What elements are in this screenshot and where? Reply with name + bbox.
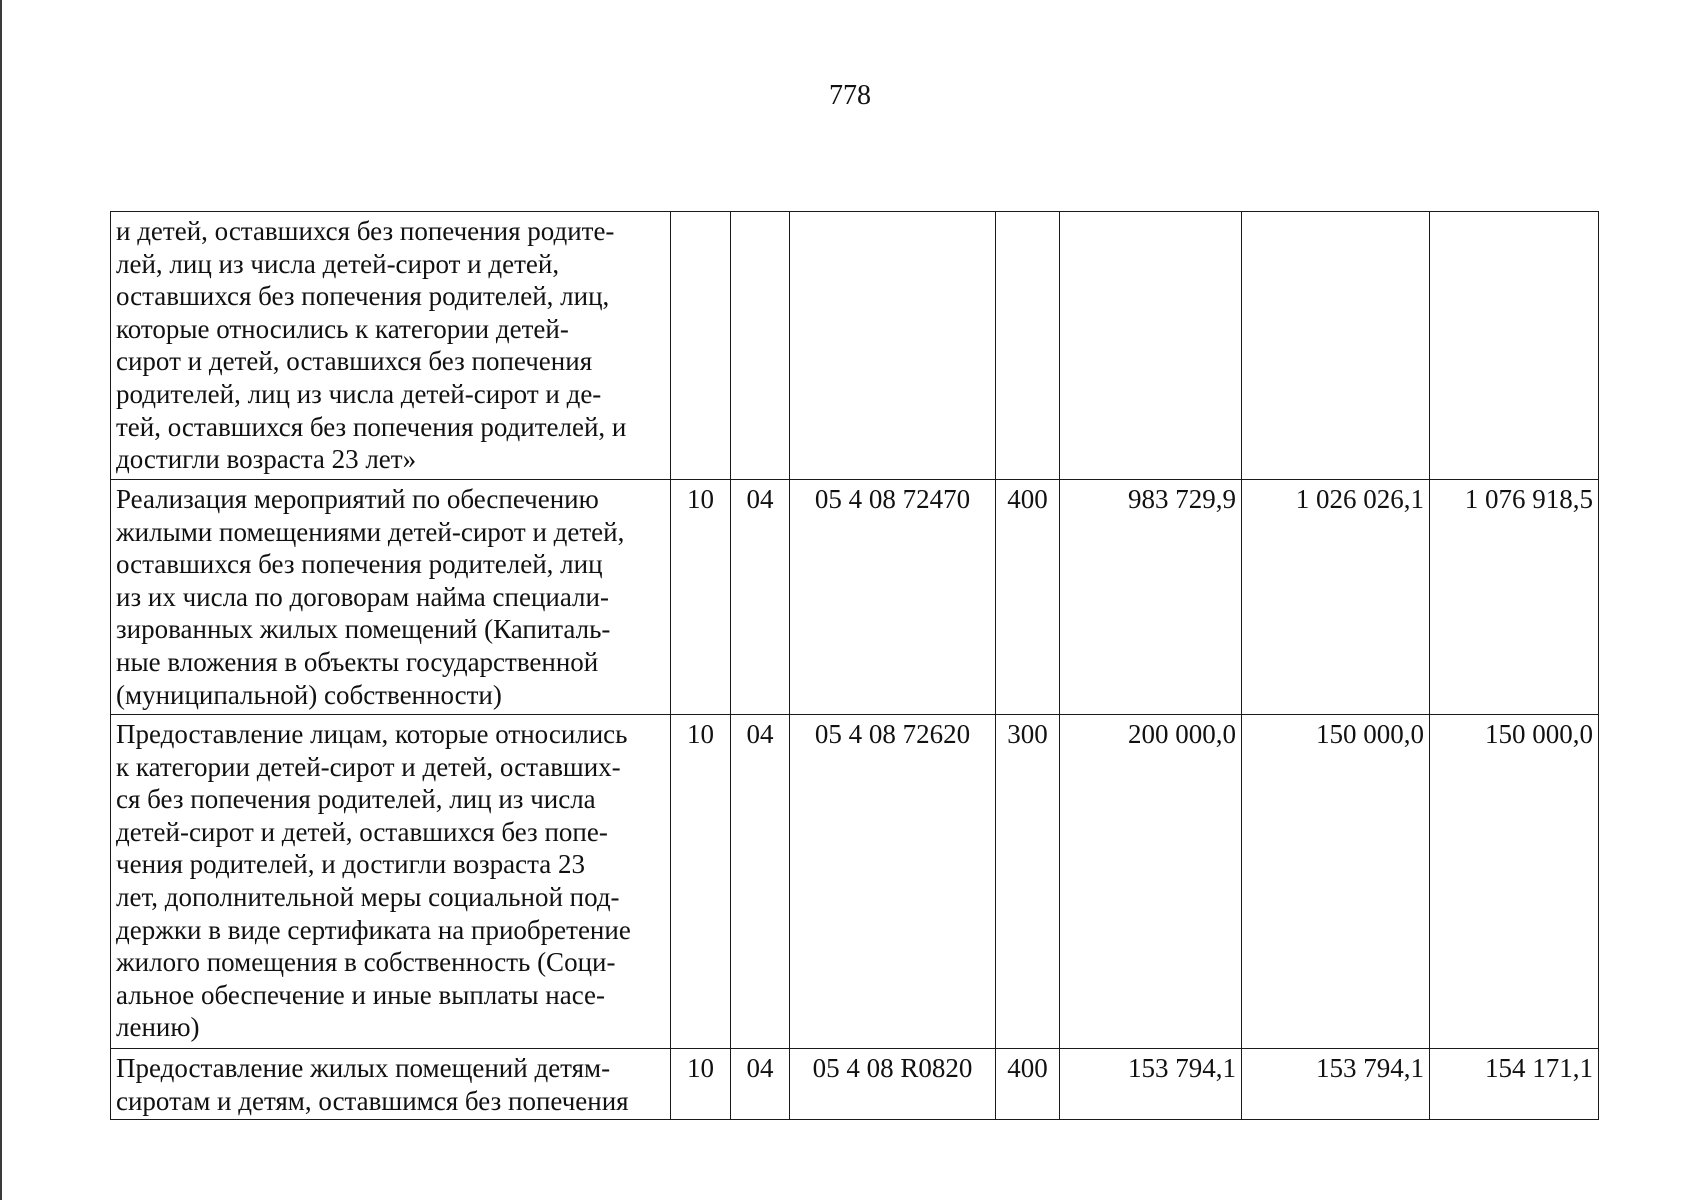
amount-year-3 — [1430, 212, 1599, 480]
table-row — [111, 715, 1599, 1049]
budget-table — [110, 211, 1599, 1120]
page-number: 778 — [829, 80, 871, 111]
description-line: оставшихся без попечения родителей, лиц — [116, 549, 603, 580]
subsection-code: 04 — [731, 715, 790, 1049]
table-row — [111, 1049, 1599, 1120]
section-code: 10 — [671, 1049, 731, 1120]
row-description — [111, 715, 671, 1049]
expense-type-code: 300 — [996, 715, 1060, 1049]
scan-edge — [0, 0, 2, 1200]
description-line: лет, дополнительной меры социальной под- — [116, 881, 620, 912]
description-line: Предоставление лицам, которые относились — [116, 719, 628, 749]
description-line: лей, лиц из числа детей-сирот и детей, — [116, 248, 560, 279]
description-line: держки в виде сертификата на приобретение — [116, 914, 631, 945]
description-line: жилого помещения в собственность (Соци- — [116, 947, 616, 978]
row-description — [111, 1049, 671, 1120]
description-line: и детей, оставшихся без попечения родите- — [116, 216, 615, 246]
target-article-code: 05 4 08 72470 — [790, 480, 996, 715]
amount-year-3: 1 076 918,5 — [1430, 480, 1599, 715]
description-line: детей-сирот и детей, оставшихся без попе- — [116, 816, 608, 847]
section-code: 10 — [671, 480, 731, 715]
row-description — [111, 212, 671, 480]
description-line: ные вложения в объекты государственной — [116, 646, 599, 677]
description-line: родителей, лиц из числа детей-сирот и де- — [116, 378, 602, 409]
expense-type-code: 400 — [996, 1049, 1060, 1120]
subsection-code — [731, 212, 790, 480]
description-line: жилыми помещениями детей-сирот и детей, — [116, 516, 625, 547]
target-article-code: 05 4 08 R0820 — [790, 1049, 996, 1120]
target-article-code — [790, 212, 996, 480]
description-line: сиротам и детям, оставшимся без попечения — [116, 1085, 629, 1116]
amount-year-2: 1 026 026,1 — [1242, 480, 1430, 715]
amount-year-3: 154 171,1 — [1430, 1049, 1599, 1120]
amount-year-2: 150 000,0 — [1242, 715, 1430, 1049]
description-line: зированных жилых помещений (Капиталь- — [116, 614, 611, 645]
description-line: тей, оставшихся без попечения родителей, и — [116, 411, 627, 442]
description-line: достигли возраста 23 лет» — [116, 444, 417, 475]
row-description — [111, 480, 671, 715]
amount-year-1 — [1060, 212, 1242, 480]
description-line: ся без попечения родителей, лиц из числа — [116, 784, 596, 815]
subsection-code: 04 — [731, 1049, 790, 1120]
section-code — [671, 212, 731, 480]
description-line: которые относились к категории детей- — [116, 313, 569, 344]
description-line: оставшихся без попечения родителей, лиц, — [116, 281, 610, 312]
description-line: чения родителей, и достигли возраста 23 — [116, 849, 586, 880]
description-line: Реализация мероприятий по обеспечению — [116, 484, 599, 514]
table-row — [111, 480, 1599, 715]
description-line: Предоставление жилых помещений детям- — [116, 1053, 611, 1083]
amount-year-2: 153 794,1 — [1242, 1049, 1430, 1120]
expense-type-code: 400 — [996, 480, 1060, 715]
subsection-code: 04 — [731, 480, 790, 715]
description-line: альное обеспечение и иные выплаты насе- — [116, 979, 605, 1010]
amount-year-1: 983 729,9 — [1060, 480, 1242, 715]
table-row — [111, 212, 1599, 480]
description-line: к категории детей-сирот и детей, оставших- — [116, 751, 621, 782]
amount-year-1: 153 794,1 — [1060, 1049, 1242, 1120]
expense-type-code — [996, 212, 1060, 480]
description-line: лению) — [116, 1012, 200, 1043]
description-line: (муниципальной) собственности) — [116, 679, 502, 710]
description-line: из их числа по договорам найма специали- — [116, 581, 609, 612]
target-article-code: 05 4 08 72620 — [790, 715, 996, 1049]
section-code: 10 — [671, 715, 731, 1049]
amount-year-1: 200 000,0 — [1060, 715, 1242, 1049]
amount-year-3: 150 000,0 — [1430, 715, 1599, 1049]
amount-year-2 — [1242, 212, 1430, 480]
description-line: сирот и детей, оставшихся без попечения — [116, 346, 593, 377]
